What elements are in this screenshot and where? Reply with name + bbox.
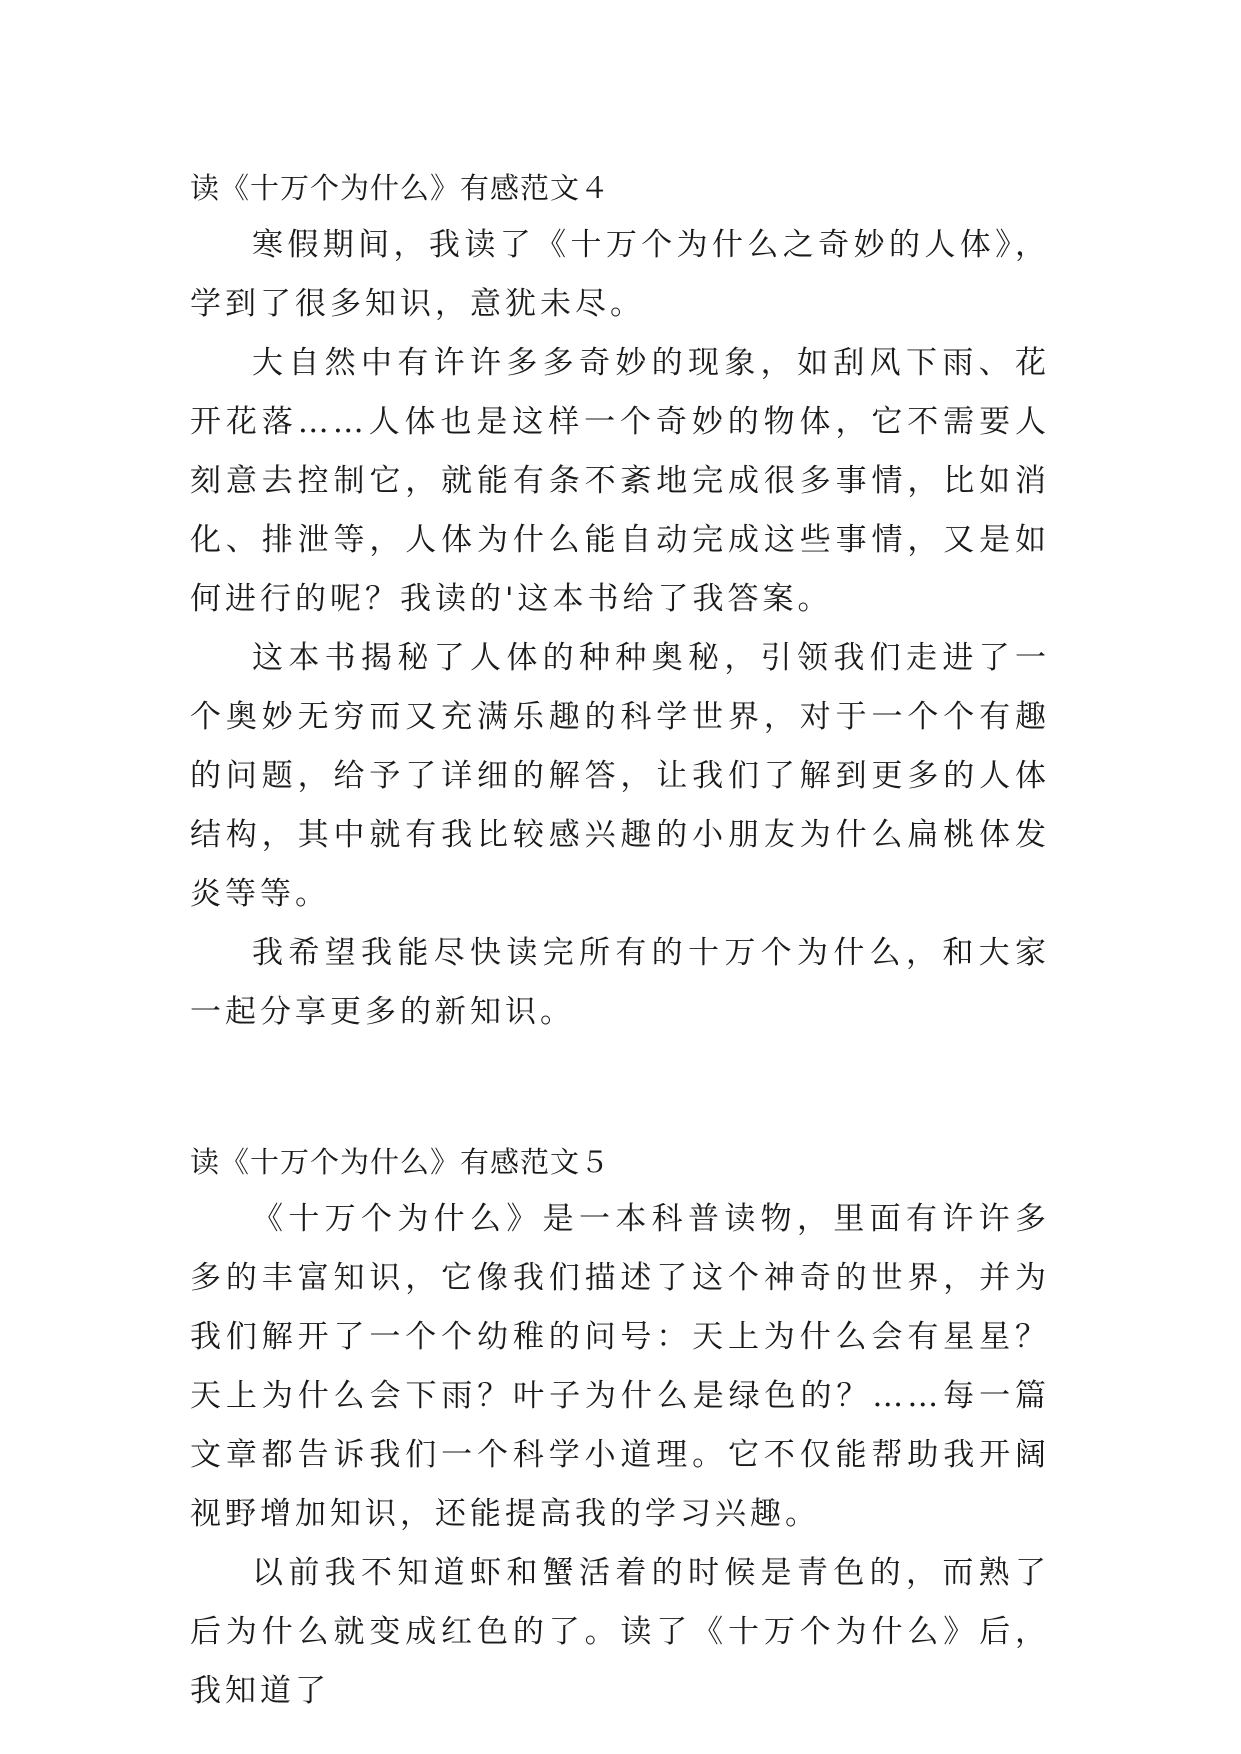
section-spacer	[190, 1042, 1050, 1134]
document-body	[190, 160, 1050, 1721]
section-heading-5: 读《十万个为什么》有感范文５	[190, 1145, 611, 1179]
paragraph: 这本书揭秘了人体的种种奥秘，引领我们走进了一个奥妙无穷而又充满乐趣的科学世界，对于一个个有趣的问题，给予了详细的解答，让我们了解到更多的人体结构，其中就有我比较感兴趣的小朋友为什么扁桃体发炎等等。	[190, 640, 1050, 912]
paragraph: 以前我不知道虾和蟹活着的时候是青色的，而熟了后为什么就变成红色的了。读了《十万个为什么》后，我知道了	[190, 1555, 1050, 1709]
section-heading-4: 读《十万个为什么》有感范文４	[190, 171, 611, 205]
paragraph: 大自然中有许许多多奇妙的现象，如刮风下雨、花开花落……人体也是这样一个奇妙的物体，它不需要人刻意去控制它，就能有条不紊地完成很多事情，比如消化、排泄等，人体为什么能自动完成这些事情，又是如何进行的呢？我读的'这本书给了我答案。	[190, 345, 1050, 617]
paragraph: 寒假期间，我读了《十万个为什么之奇妙的人体》，学到了很多知识，意犹未尽。	[190, 227, 1050, 322]
paragraph: 《十万个为什么》是一本科普读物，里面有许许多多的丰富知识，它像我们描述了这个神奇的世界，并为我们解开了一个个幼稚的问号：天上为什么会有星星？天上为什么会下雨？叶子为什么是绿色的？……每一篇文章都告诉我们一个科学小道理。它不仅能帮助我开阔视野增加知识，还能提高我的学习兴趣。	[190, 1201, 1050, 1532]
paragraph: 我希望我能尽快读完所有的十万个为什么，和大家一起分享更多的新知识。	[190, 935, 1050, 1030]
